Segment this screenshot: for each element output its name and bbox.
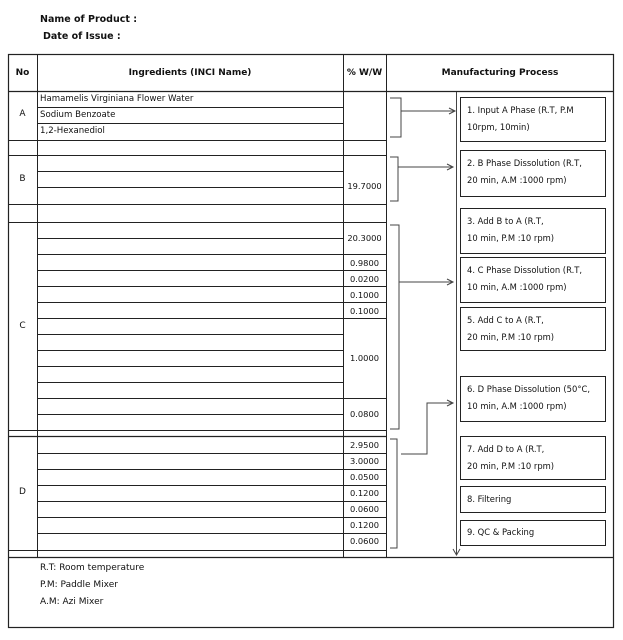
step-1-line-1: 1. Input A Phase (R.T, P.M — [467, 105, 574, 115]
step-7-line-1: 7. Add D to A (R.T, — [467, 444, 545, 454]
step-5-line-2: 20 min, P.M :10 rpm) — [467, 331, 555, 342]
step-6-line-2: 10 min, A.M :1000 rpm) — [467, 400, 567, 411]
step-7-line-2: 20 min, P.M :10 rpm) — [467, 460, 555, 471]
step-3-line-1: 3. Add B to A (R.T, — [467, 216, 544, 226]
percent-c-2: 0.9800 — [349, 258, 380, 268]
process-step-7 — [460, 436, 606, 480]
phase-label-c: C — [19, 321, 26, 331]
step-3-line-2: 10 min, P.M :10 rpm) — [467, 232, 555, 243]
process-step-2 — [460, 150, 606, 197]
name-of-product-label: Name of Product : — [40, 14, 137, 25]
step-8-line-1: 8. Filtering — [467, 494, 512, 504]
step-4-line-2: 10 min, A.M :1000 rpm) — [467, 281, 567, 292]
percent-d-3: 0.0500 — [349, 472, 380, 482]
ingredient-a-3: 1,2-Hexanediol — [40, 126, 105, 136]
percent-b: 19.7000 — [347, 181, 382, 191]
step-9-line-1: 9. QC & Packing — [467, 527, 535, 537]
column-header-ingredients: Ingredients (INCI Name) — [128, 67, 252, 78]
process-step-5 — [460, 307, 606, 351]
percent-d-2: 3.0000 — [349, 456, 380, 466]
process-step-6 — [460, 376, 606, 422]
process-step-3 — [460, 208, 606, 254]
process-step-4 — [460, 257, 606, 303]
note-paddle-mixer: P.M: Paddle Mixer — [40, 580, 118, 590]
process-step-1 — [460, 97, 606, 142]
date-of-issue-label: Date of Issue : — [43, 31, 121, 42]
percent-d-5: 0.0600 — [349, 504, 380, 514]
percent-c-4: 0.1000 — [349, 290, 380, 300]
percent-c-1: 20.3000 — [347, 233, 382, 243]
note-azi-mixer: A.M: Azi Mixer — [40, 597, 104, 607]
percent-c-5: 0.1000 — [349, 306, 380, 316]
ingredient-a-1: Hamamelis Virginiana Flower Water — [40, 94, 194, 104]
phase-label-a: A — [19, 109, 26, 119]
step-1-line-2: 10rpm, 10min) — [467, 121, 530, 132]
flow-connectors — [390, 92, 460, 555]
note-room-temperature: R.T: Room temperature — [40, 563, 145, 573]
percent-c-3: 0.0200 — [349, 274, 380, 284]
percent-c-6: 1.0000 — [349, 353, 380, 363]
phase-label-b: B — [19, 174, 26, 184]
step-5-line-1: 5. Add C to A (R.T, — [467, 315, 544, 325]
step-4-line-1: 4. C Phase Dissolution (R.T, — [467, 265, 583, 275]
process-step-8 — [460, 486, 606, 513]
column-header-percent: % W/W — [346, 67, 383, 78]
step-2-line-2: 20 min, A.M :1000 rpm) — [467, 174, 567, 185]
percent-d-4: 0.1200 — [349, 488, 380, 498]
percent-d-6: 0.1200 — [349, 520, 380, 530]
process-step-9 — [460, 520, 606, 546]
percent-c-7: 0.0800 — [349, 409, 380, 419]
ingredient-a-2: Sodium Benzoate — [40, 110, 116, 120]
phase-label-d: D — [19, 487, 26, 497]
column-header-process: Manufacturing Process — [441, 67, 559, 78]
step-2-line-1: 2. B Phase Dissolution (R.T, — [467, 158, 582, 168]
column-header-no: No — [15, 67, 30, 78]
step-6-line-1: 6. D Phase Dissolution (50°C, — [467, 384, 591, 394]
percent-d-1: 2.9500 — [349, 440, 380, 450]
percent-d-7: 0.0600 — [349, 536, 380, 546]
